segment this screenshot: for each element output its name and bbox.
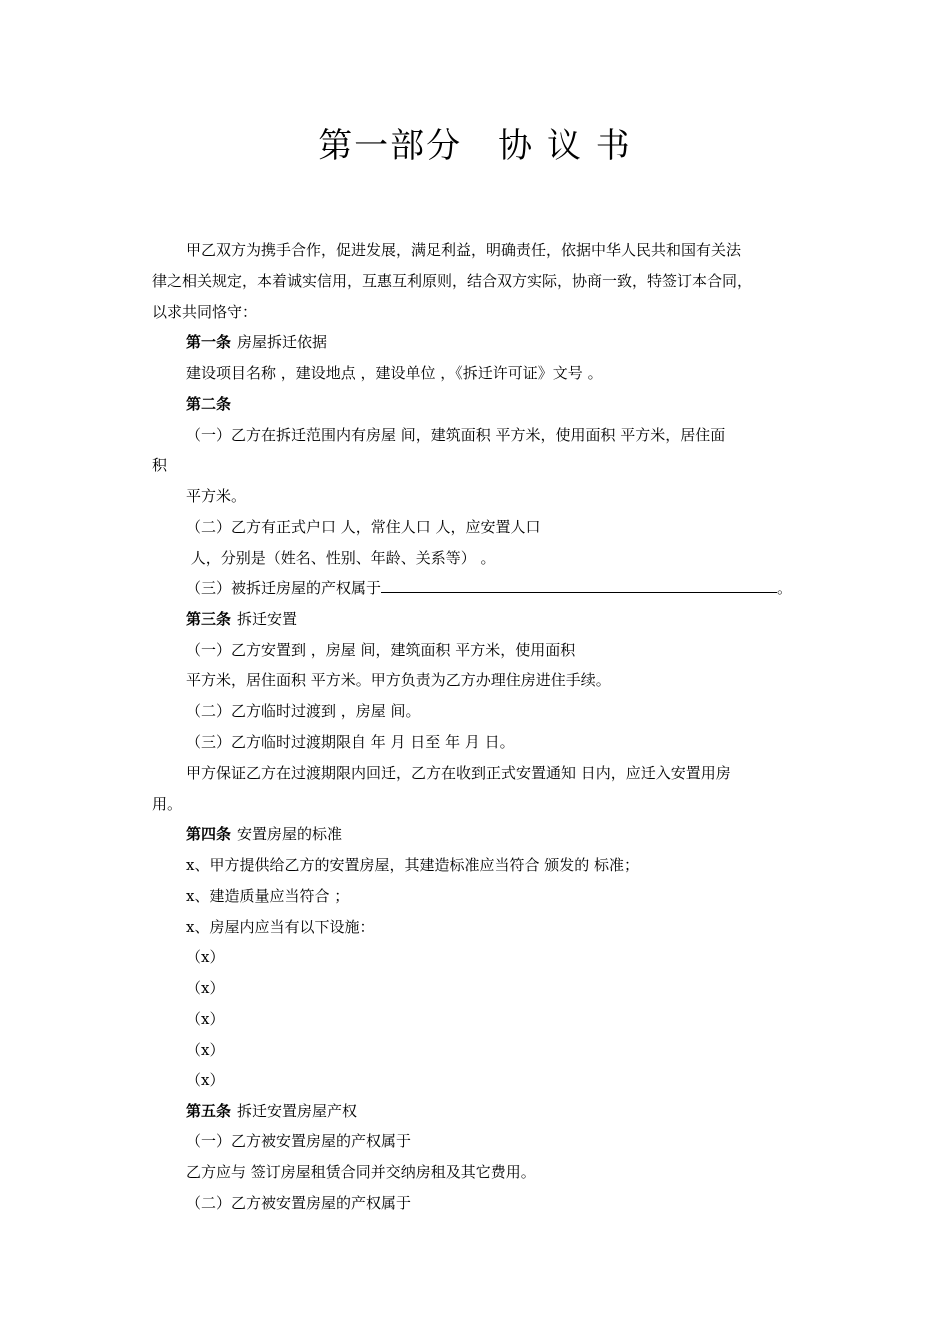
line-text: 房屋拆迁依据 [237,333,328,351]
paragraph-line [152,302,257,322]
line-text: （x） [186,1071,225,1089]
paragraph-line [186,978,224,998]
line-text: 拆迁安置房屋产权 [237,1102,358,1120]
paragraph-line [186,670,611,690]
blank-underline [381,579,777,593]
line-text: （三）被拆迁房屋的产权属于 [186,579,382,597]
line-suffix: 。 [777,579,793,597]
article-number: 第二条 [186,395,232,413]
line-text: x、甲方提供给乙方的安置房屋，其建造标准应当符合 颁发的 标准； [186,856,639,874]
line-text: 平方米。 [186,487,247,505]
paragraph-line [186,947,224,967]
line-text: 拆迁安置 [237,610,298,628]
line-text: 人，分别是（姓名、性别、年龄、关系等） 。 [186,549,496,567]
line-text: 以求共同恪守： [152,303,258,321]
paragraph-line [186,640,575,660]
line-text: x、建造质量应当符合 ； [186,887,350,905]
paragraph-line [186,917,374,937]
line-text: 乙方应与 签订房屋租赁合同并交纳房租及其它费用。 [186,1163,536,1181]
paragraph-line [186,701,421,721]
article-number: 第一条 [186,333,232,351]
line-text: （二）乙方被安置房屋的产权属于 [186,1194,412,1212]
paragraph-line [152,794,182,814]
line-text: （x） [186,1010,225,1028]
article-number: 第五条 [186,1102,232,1120]
article-heading [186,1101,357,1121]
line-text: x、房屋内应当有以下设施： [186,918,375,936]
line-text: （x） [186,948,225,966]
paragraph-line [186,240,741,260]
paragraph-line [186,578,792,598]
paragraph-line [152,455,167,475]
article-heading [186,609,297,629]
line-text: 积 [152,456,168,474]
line-text: （x） [186,1041,225,1059]
paragraph-line [186,886,349,906]
paragraph-line [186,763,731,783]
paragraph-line [186,548,496,568]
line-text: （二）乙方临时过渡到 ，房屋 间。 [186,702,421,720]
line-text: 甲方保证乙方在过渡期限内回迁，乙方在收到正式安置通知 日内，应迁入安置用房 [186,764,731,782]
paragraph-line [186,1009,224,1029]
line-text: 平方米，居住面积 平方米。甲方负责为乙方办理住房进住手续。 [186,671,611,689]
paragraph-line [152,271,752,291]
paragraph-line [186,732,515,752]
line-text: 律之相关规定，本着诚实信用，互惠互利原则，结合双方实际，协商一致，特签订本合同， [152,272,753,290]
paragraph-line [186,1162,536,1182]
line-text: 建设项目名称 ，建设地点 ，建设单位 ，《拆迁许可证》文号 。 [186,364,603,382]
line-text: （三）乙方临时过渡期限自 年 月 日至 年 月 日。 [186,733,515,751]
paragraph-line [186,855,639,875]
line-text: （x） [186,979,225,997]
document-title: 第一部分 协 议 书 [318,126,632,166]
paragraph-line [186,517,541,537]
paragraph-line [186,1070,224,1090]
line-text: 甲乙双方为携手合作，促进发展，满足利益，明确责任，依据中华人民共和国有关法 [186,241,742,259]
article-heading [186,824,342,844]
line-text: （一）乙方在拆迁范围内有房屋 间，建筑面积 平方米，使用面积 平方米，居住面 [186,426,726,444]
article-number: 第四条 [186,825,232,843]
line-text: （一）乙方安置到 ，房屋 间，建筑面积 平方米，使用面积 [186,641,576,659]
line-text: 用。 [152,795,183,813]
article-number: 第三条 [186,610,232,628]
paragraph-line [186,363,603,383]
paragraph-line [186,425,725,445]
line-text: （二）乙方有正式户口 人，常住人口 人，应安置人口 [186,518,541,536]
line-text: （一）乙方被安置房屋的产权属于 [186,1132,412,1150]
paragraph-line [186,486,246,506]
line-text: 安置房屋的标准 [237,825,343,843]
paragraph-line [186,1131,411,1151]
paragraph-line [186,1193,411,1213]
paragraph-line [186,1040,224,1060]
article-heading [186,332,327,352]
article-heading [186,394,237,414]
